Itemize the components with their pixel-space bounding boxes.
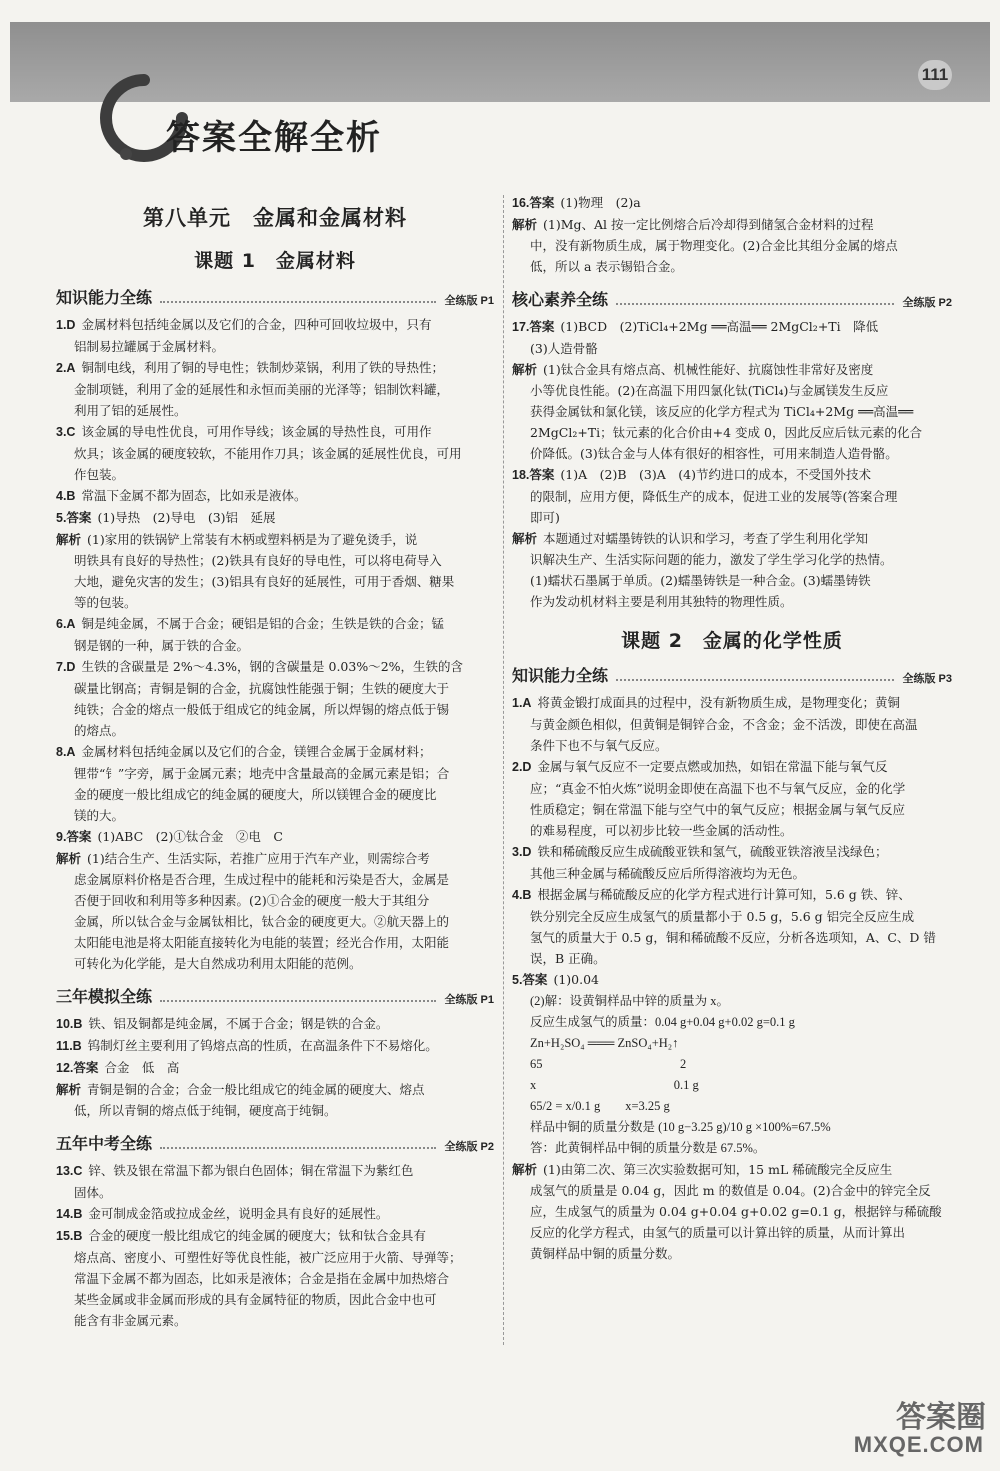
answer-continuation: [512, 570, 952, 591]
answer-line: [56, 529, 494, 550]
answer-continuation: [512, 863, 952, 884]
answer-line: [56, 848, 494, 869]
answer-text: 即可): [530, 510, 560, 525]
answer-text: (1)导热 (2)导电 (3)铝 延展: [97, 510, 276, 525]
answer-number: 16.答案: [512, 196, 555, 210]
answer-continuation: [512, 1180, 952, 1201]
answer-text: 生铁的含碳量是 2%～4.3%，钢的含碳量是 0.03%～2%，生铁的含: [81, 659, 464, 674]
answer-text: 中，没有新物质生成，属于物理变化。(2)合金比其组分金属的熔点: [530, 238, 898, 253]
answer-line: [56, 1035, 494, 1057]
answer-continuation: [56, 464, 494, 485]
answer-continuation: [512, 443, 952, 464]
answer-continuation: [56, 1289, 494, 1310]
answer-continuation: [56, 592, 494, 613]
answer-text: 氢气的质量大于 0.5 g，铜和稀硫酸不反应，分析各选项知，A、C、D 错: [530, 930, 936, 945]
answer-text: 常温下金属不都为固态，比如汞是液体；合金是指在金属中加热熔合: [74, 1271, 450, 1286]
analysis-label: 解析: [56, 1082, 82, 1097]
answer-number: 9.答案: [56, 830, 92, 844]
answer-continuation: [56, 699, 494, 720]
answer-text: 钨制灯丝主要利用了钨熔点高的性质，在高温条件下不易熔化。: [87, 1038, 438, 1053]
answer-continuation: [512, 948, 952, 969]
answer-number: 14.B: [56, 1207, 83, 1221]
section-header: [56, 285, 494, 308]
answer-continuation: [56, 763, 494, 784]
answer-text: 某些金属或非金属而形成的具有金属特征的物质，因此合金中也可: [74, 1292, 437, 1307]
answer-text: 金可制成金箔或拉成金丝，说明金具有良好的延展性。: [88, 1206, 389, 1221]
answer-text: 本题通过对蠕墨铸铁的认识和学习，考查了学生利用化学知: [543, 531, 869, 546]
answer-text: (3)人造骨骼: [530, 341, 598, 356]
answer-continuation: [512, 591, 952, 612]
section-header: [512, 663, 952, 686]
answer-text: 性质稳定；铜在常温下能与空气中的氧气反应；根据金属与氧气反应: [530, 802, 906, 817]
answer-text: 太阳能电池是将太阳能直接转化为电能的装置；经光合作用，太阳能: [74, 935, 450, 950]
final-analysis: [512, 1159, 952, 1264]
lesson-title: 课题 1 金属材料: [194, 250, 356, 272]
section-ref: 全练版 P2: [444, 1141, 494, 1153]
answer-line: [512, 884, 952, 906]
answer-text: 金属材料包括纯金属以及它们的合金，四种可回收垃圾中，只有: [81, 317, 432, 332]
answer-text: 的熔点。: [74, 723, 125, 738]
left-sections: [56, 285, 494, 1331]
answer-continuation: [56, 379, 494, 400]
answer-line: [56, 1225, 494, 1247]
answer-text: 识解决生产、生活实际问题的能力，激发了学生学习化学的热情。: [530, 552, 893, 567]
answer-line: [56, 826, 494, 848]
right-top-answers: [512, 192, 952, 277]
answer-line: [56, 656, 494, 678]
answer-number: 4.B: [512, 888, 532, 902]
answer-number: 1.D: [56, 318, 76, 332]
answer-text: 能含有非金属元素。: [74, 1313, 187, 1328]
calculation-line: 65 2: [530, 1057, 687, 1071]
analysis-label: 解析: [512, 1162, 538, 1177]
calculation-line: 样品中铜的质量分数是 (10 g−3.25 g)/10 g ×100%=67.5%: [530, 1120, 831, 1134]
calculation-line: Zn+H₂SO₄ ═══ ZnSO₄+H₂↑: [530, 1036, 679, 1050]
answer-text: 铜是纯金属，不属于合金；硬铝是铝的合金；生铁是铁的合金；锰: [81, 616, 444, 631]
answer-continuation: [56, 336, 494, 357]
answer-text: 青铜是铜的合金；合金一般比组成它的纯金属的硬度大、熔点: [87, 1082, 425, 1097]
section-header: [56, 984, 494, 1007]
answer-continuation: [512, 235, 952, 256]
section-dots: [160, 301, 436, 303]
answer-text: 明铁具有良好的导热性；(2)铁具有良好的导电性，可以将电荷导入: [74, 553, 442, 568]
calculation-line: x 0.1 g: [530, 1078, 699, 1092]
answer-continuation: [512, 422, 952, 443]
answer-line: [56, 1013, 494, 1035]
answer-number: 3.C: [56, 425, 76, 439]
answer-continuation: [56, 805, 494, 826]
answer-continuation: [512, 820, 952, 841]
answer-continuation: [512, 486, 952, 507]
answer-line: [512, 969, 952, 991]
answer-line: [512, 841, 952, 863]
answer-line: [512, 692, 952, 714]
answer-text: 误，B 正确。: [530, 951, 606, 966]
answer-continuation: [56, 443, 494, 464]
answer-line: [512, 192, 952, 214]
answer-line: [512, 214, 952, 235]
answer-continuation: [512, 906, 952, 927]
answer-text: 获得金属钛和氯化镁，该反应的化学方程式为 TiCl₄+2Mg ══高温══: [530, 404, 914, 419]
answer-text: 否便于回收和利用等多种因素。(2)①合金的硬度一般大于其组分: [74, 893, 430, 908]
answer-text: (1)家用的铁锅铲上常装有木柄或塑料柄是为了避免烫手，说: [87, 532, 418, 547]
answer-number: 7.D: [56, 660, 76, 674]
section-header: [512, 287, 952, 310]
answer-text: 的难易程度，可以初步比较一些金属的活动性。: [530, 823, 793, 838]
analysis-label: 解析: [512, 217, 538, 232]
answer-continuation: [512, 380, 952, 401]
answer-continuation: [56, 911, 494, 932]
answer-text: 锂带“钅”字旁，属于金属元素；地壳中含量最高的金属元素是铝；合: [74, 766, 450, 781]
answer-text: 铝制易拉罐属于金属材料。: [74, 339, 225, 354]
answer-number: 2.D: [512, 760, 532, 774]
answer-text: 作为发动机材料主要是利用其独特的物理性质。: [530, 594, 793, 609]
answer-text: 金的硬度一般比组成它的纯金属的硬度大，所以镁锂合金的硬度比: [74, 787, 437, 802]
watermark-url: MXQE.COM: [853, 1432, 984, 1457]
answer-text: 的限制，应用方便，降低生产的成本，促进工业的发展等(答案合理: [530, 489, 898, 504]
answer-continuation: [512, 714, 952, 735]
right-column: [512, 192, 952, 1264]
section-ref: 全练版 P1: [444, 295, 494, 307]
answer-text: 低，所以 a 表示锡铅合金。: [530, 259, 683, 274]
answer-text: 低，所以青铜的熔点低于纯铜，硬度高于纯铜。: [74, 1103, 337, 1118]
answer-line: [56, 741, 494, 763]
answer-text: 锌、铁及银在常温下都为银白色固体；铜在常温下为紫红色: [88, 1163, 414, 1178]
answer-line: [56, 421, 494, 443]
answer-line: [56, 613, 494, 635]
answer-continuation: [512, 549, 952, 570]
answer-line: [56, 314, 494, 336]
answer-number: 1.A: [512, 696, 532, 710]
answer-continuation: [512, 1222, 952, 1243]
answer-number: 5.答案: [56, 511, 92, 525]
answer-number: 6.A: [56, 617, 76, 631]
answer-line: [56, 485, 494, 507]
answer-continuation: [512, 927, 952, 948]
section-ref: 全练版 P2: [902, 297, 952, 309]
answer-number: 4.B: [56, 489, 76, 503]
answer-text: 金属材料包括纯金属以及它们的合金，镁锂合金属于金属材料；: [81, 744, 432, 759]
calculation-block: [512, 991, 952, 1159]
answer-continuation: [512, 1201, 952, 1222]
answer-text: 将黄金锻打成面具的过程中，没有新物质生成，是物理变化；黄铜: [537, 695, 900, 710]
section-dots: [160, 1147, 436, 1149]
answer-text: 应；“真金不怕火炼”说明金即使在高温下也不与氧气反应，金的化学: [530, 781, 906, 796]
answer-text: 熔点高、密度小、可塑性好等优良性能，被广泛应用于火箭、导弹等；: [74, 1250, 462, 1265]
answer-continuation: [512, 735, 952, 756]
answer-text: (1)物理 (2)a: [560, 195, 641, 210]
answer-continuation: [56, 1247, 494, 1268]
answer-continuation: [56, 953, 494, 974]
answer-continuation: [56, 932, 494, 953]
page-number: 111: [918, 60, 952, 90]
answer-continuation: [512, 507, 952, 528]
answer-continuation: [56, 635, 494, 656]
answer-continuation: [56, 1310, 494, 1331]
answer-number: 8.A: [56, 745, 76, 759]
answer-text: (1)由第二次、第三次实验数据可知，15 mL 稀硫酸完全反应生: [543, 1162, 893, 1177]
answer-text: 合金 低 高: [104, 1060, 180, 1075]
answer-text: (1)ABC (2)①钛合金 ②电 C: [97, 829, 283, 844]
answer-text: 作包装。: [74, 467, 125, 482]
answer-text: (1)结合生产、生活实际，若推广应用于汽车产业，则需综合考: [87, 851, 430, 866]
section-dots: [160, 1000, 436, 1002]
answer-text: 铜制电线，利用了铜的导电性；铁制炒菜锅，利用了铁的导热性；: [81, 360, 444, 375]
answer-line: [56, 357, 494, 379]
column-divider: [503, 195, 504, 1345]
answer-text: 该金属的导电性优良，可用作导线；该金属的导热性良，可用作: [81, 424, 432, 439]
answer-number: 5.答案: [512, 973, 548, 987]
answer-text: 铁分别完全反应生成氢气的质量都小于 0.5 g，5.6 g 铝完全反应生成: [530, 909, 915, 924]
answer-text: 大地，避免灾害的发生；(3)铝具有良好的延展性，可用于香烟、糖果: [74, 574, 455, 589]
answer-text: 碳量比钢高；青铜是铜的合金，抗腐蚀性能强于铜；生铁的硬度大于: [74, 681, 450, 696]
section-dots: [616, 679, 894, 681]
answer-line: [56, 1057, 494, 1079]
answer-line: [56, 1079, 494, 1100]
answer-text: 应，生成氢气的质量为 0.04 g+0.04 g+0.02 g=0.1 g，根据锌与稀硫酸: [530, 1204, 942, 1219]
answer-line: [512, 756, 952, 778]
answer-text: 根据金属与稀硫酸反应的化学方程式进行计算可知，5.6 g 铁、锌、: [537, 887, 911, 902]
section-name: 五年中考全练: [56, 1134, 153, 1153]
answer-text: 可转化为化学能，是大自然成功利用太阳能的范例。: [74, 956, 362, 971]
answer-continuation: [56, 869, 494, 890]
answer-text: (1)A (2)B (3)A (4)节约进口的成本，不受国外技术: [560, 467, 871, 482]
analysis-label: 解析: [512, 362, 538, 377]
section-dots: [616, 303, 894, 305]
answer-text: 常温下金属不都为固态，比如汞是液体。: [81, 488, 307, 503]
section-header: [56, 1131, 494, 1154]
answer-number: 13.C: [56, 1164, 83, 1178]
answer-text: 价降低。(3)钛合金与人体有很好的相容性，可用来制造人造骨骼。: [530, 446, 898, 461]
page-title: 答案全解全析: [166, 118, 382, 158]
answer-continuation: [512, 799, 952, 820]
answer-text: 其他三种金属与稀硫酸反应后所得溶液均为无色。: [530, 866, 806, 881]
answer-continuation: [512, 256, 952, 277]
answer-line: [56, 1203, 494, 1225]
answer-continuation: [56, 890, 494, 911]
answer-continuation: [56, 1100, 494, 1121]
answer-text: (1)蠕状石墨属于单质。(2)蠕墨铸铁是一种合金。(3)蠕墨铸铁: [530, 573, 871, 588]
section-ref: 全练版 P3: [902, 673, 952, 685]
section-name: 知识能力全练: [56, 288, 153, 307]
answer-text: (1)Mg、Al 按一定比例熔合后冷却得到储氢合金材料的过程: [543, 217, 874, 232]
answer-continuation: [56, 720, 494, 741]
calculation-line: 反应生成氢气的质量：0.04 g+0.04 g+0.02 g=0.1 g: [530, 1015, 795, 1029]
answer-continuation: [512, 338, 952, 359]
answer-line: [56, 507, 494, 529]
answer-line: [512, 359, 952, 380]
calculation-line: 65/2 = x/0.1 g x=3.25 g: [530, 1099, 670, 1113]
calculation-line: 答：此黄铜样品中铜的质量分数是 67.5%。: [530, 1141, 766, 1155]
calculation-line: (2)解：设黄铜样品中锌的质量为 x。: [530, 994, 729, 1008]
answer-text: 利用了铝的延展性。: [74, 403, 187, 418]
analysis-label: 解析: [56, 532, 82, 547]
answer-text: 纯铁；合金的熔点一般低于组成它的纯金属，所以焊锡的熔点低于锡: [74, 702, 450, 717]
answer-text: 2MgCl₂+Ti；钛元素的化合价由+4 变成 0，因此反应后钛元素的化合: [530, 425, 922, 440]
answer-continuation: [56, 678, 494, 699]
answer-continuation: [56, 1268, 494, 1289]
unit-title: 第八单元 金属和金属材料: [143, 206, 407, 230]
answer-number: 2.A: [56, 361, 76, 375]
section-name: 三年模拟全练: [56, 987, 153, 1006]
answer-text: (1)钛合金具有熔点高、机械性能好、抗腐蚀性非常好及密度: [543, 362, 874, 377]
answer-text: 与黄金颜色相似，但黄铜是铜锌合金，不含金；金不活泼，即使在高温: [530, 717, 918, 732]
answer-continuation: [56, 784, 494, 805]
knowledge2-section: [512, 663, 952, 991]
answer-text: 镁的大。: [74, 808, 125, 823]
answer-text: 黄铜样品中铜的质量分数。: [530, 1246, 681, 1261]
answer-text: 铁、铝及铜都是纯金属，不属于合金；钢是铁的合金。: [88, 1016, 389, 1031]
answer-text: 合金的硬度一般比组成它的纯金属的硬度大；钛和钛合金具有: [88, 1228, 426, 1243]
answer-text: 条件下也不与氧气反应。: [530, 738, 668, 753]
answer-line: [56, 1160, 494, 1182]
answer-text: 反应的化学方程式，由氢气的质量可以计算出锌的质量，从而计算出: [530, 1225, 906, 1240]
answer-continuation: [56, 550, 494, 571]
answer-line: [512, 464, 952, 486]
left-column: [56, 192, 494, 1331]
answer-number: 12.答案: [56, 1061, 99, 1075]
answer-continuation: [56, 1182, 494, 1203]
answer-text: 炊具；该金属的硬度较软，不能用作刀具；该金属的延展性优良，可用: [74, 446, 462, 461]
answer-number: 17.答案: [512, 320, 555, 334]
answer-continuation: [512, 401, 952, 422]
answer-continuation: [512, 1243, 952, 1264]
answer-number: 10.B: [56, 1017, 83, 1031]
answer-text: 金属与氧气反应不一定要点燃或加热，如铝在常温下能与氧气反: [537, 759, 888, 774]
section-name: 知识能力全练: [512, 666, 609, 685]
answer-text: 等的包装。: [74, 595, 137, 610]
answer-number: 15.B: [56, 1229, 83, 1243]
section-name: 核心素养全练: [512, 290, 609, 309]
answer-text: 金制项链，利用了金的延展性和永恒而美丽的光泽等；铝制饮料罐，: [74, 382, 450, 397]
answer-text: 成氢气的质量是 0.04 g，因此 m 的数值是 0.04。(2)合金中的锌完全反: [530, 1183, 931, 1198]
answer-text: (1)0.04: [553, 972, 599, 987]
answer-continuation: [56, 400, 494, 421]
lesson2-title: 课题 2 金属的化学性质: [621, 630, 843, 652]
answer-text: 铁和稀硫酸反应生成硫酸亚铁和氢气，硫酸亚铁溶液呈浅绿色；: [537, 844, 888, 859]
section-ref: 全练版 P1: [444, 994, 494, 1006]
analysis-label: 解析: [56, 851, 82, 866]
answer-text: 金属，所以钛合金与金属钛相比，钛合金的硬度更大。②航天器上的: [74, 914, 450, 929]
answer-number: 11.B: [56, 1039, 82, 1053]
answer-number: 18.答案: [512, 468, 555, 482]
answer-text: 固体。: [74, 1185, 112, 1200]
answer-line: [512, 316, 952, 338]
answer-line: [512, 1159, 952, 1180]
answer-number: 3.D: [512, 845, 532, 859]
analysis-label: 解析: [512, 531, 538, 546]
watermark-logo: 答案圈: [896, 1401, 986, 1434]
answer-text: 钢是钢的一种，属于铁的合金。: [74, 638, 250, 653]
header-dot-icon: [120, 148, 132, 160]
answer-continuation: [512, 778, 952, 799]
answer-text: 虑金属原料价格是否合理，生成过程中的能耗和污染是否大，金属是: [74, 872, 450, 887]
answer-line: [512, 528, 952, 549]
answer-continuation: [56, 571, 494, 592]
core-section: [512, 287, 952, 612]
answer-text: (1)BCD (2)TiCl₄+2Mg ══高温══ 2MgCl₂+Ti 降低: [560, 319, 879, 334]
answer-text: 小等优良性能。(2)在高温下用四氯化钛(TiCl₄)与金属镁发生反应: [530, 383, 889, 398]
